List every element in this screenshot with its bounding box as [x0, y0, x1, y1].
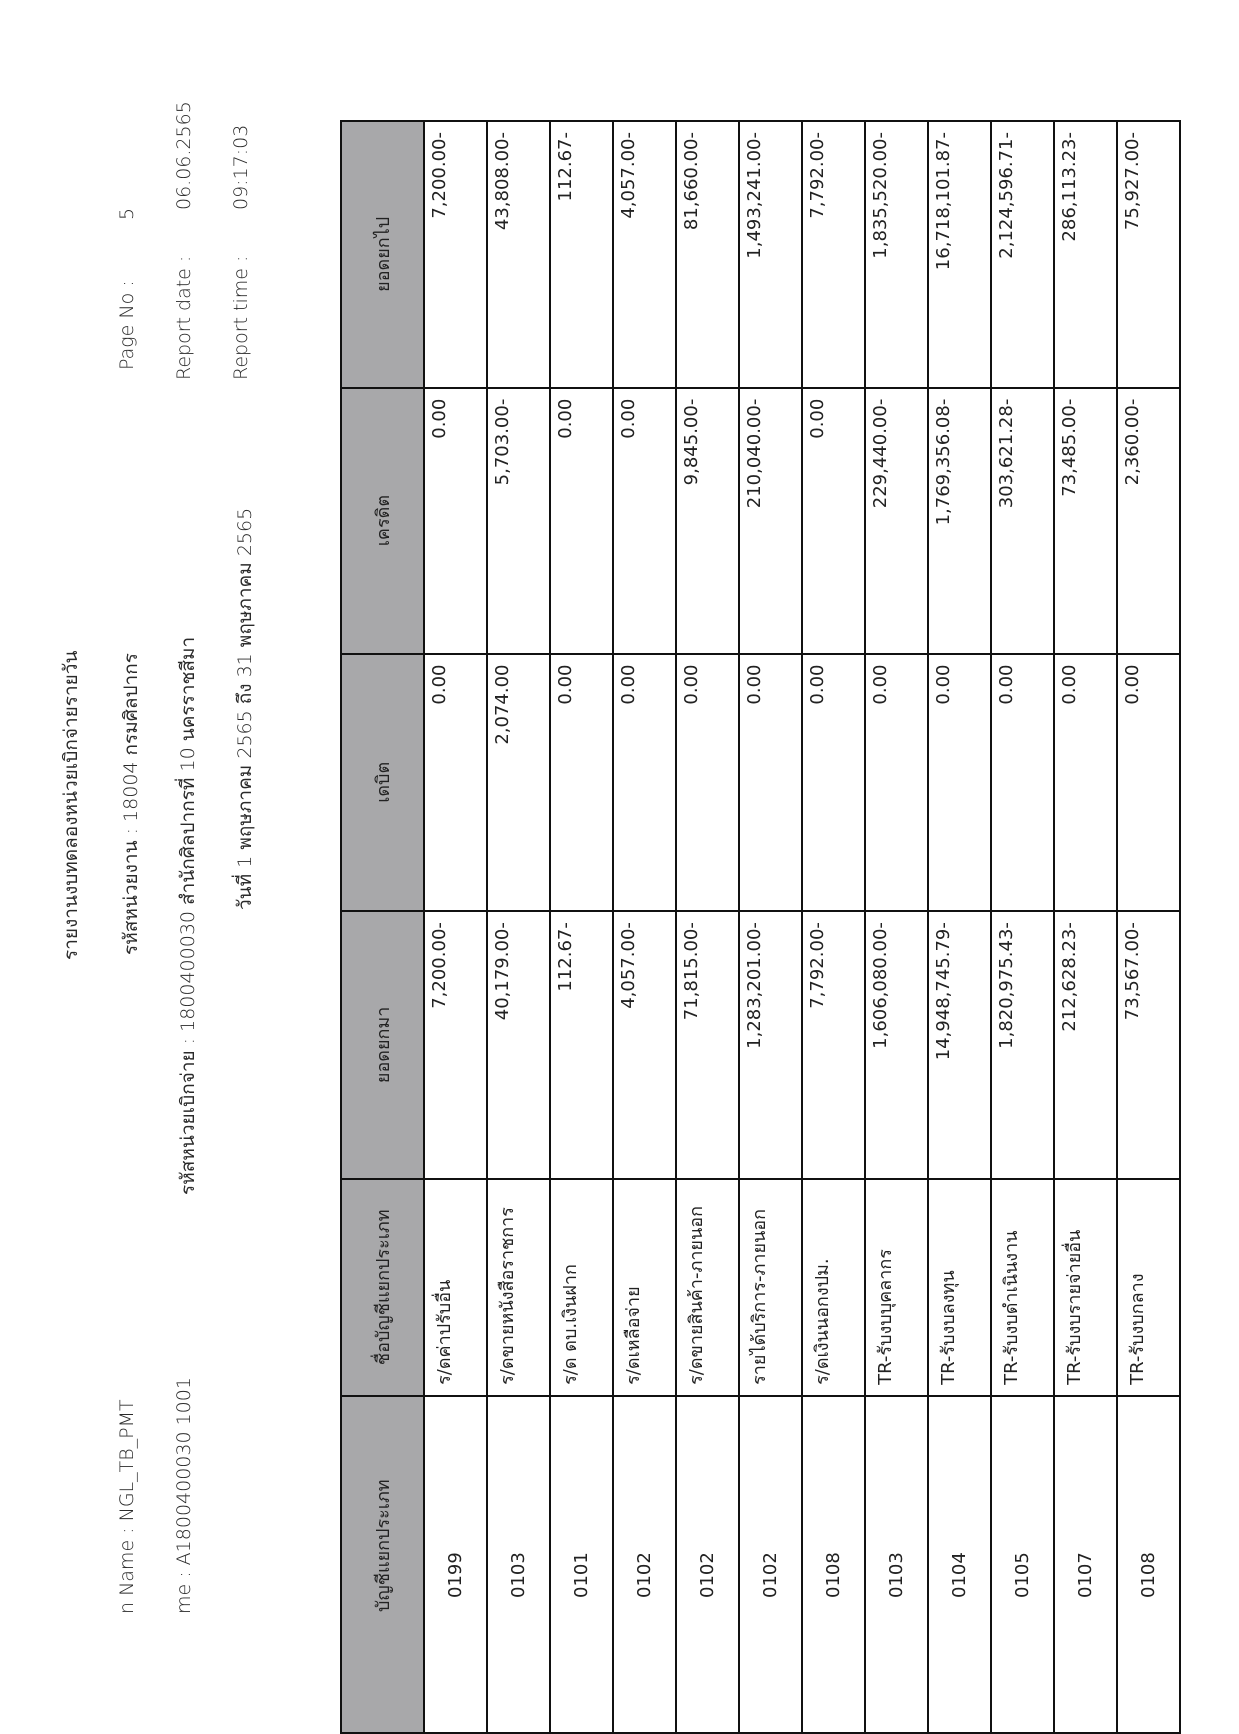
cell-credit: 303,621.28- — [991, 388, 1054, 654]
table-row — [1117, 121, 1180, 1733]
cell-credit: 229,440.00- — [865, 388, 928, 654]
table-row — [802, 121, 865, 1733]
cell-gl-code: 0108 — [1117, 1396, 1180, 1733]
table-row — [1054, 121, 1117, 1733]
header-gl-name: ชื่อบัญชีแยกประเภท — [341, 1179, 424, 1396]
trial-balance-table — [340, 120, 1181, 1734]
cell-debit: 0.00 — [739, 654, 802, 912]
cell-gl-name: TR-รับงบกลาง — [1117, 1179, 1180, 1396]
cell-gl-name: TR-รับงบลงทุน — [928, 1179, 991, 1396]
cell-gl-code: 0102 — [613, 1396, 676, 1733]
cell-brought-forward: 4,057.00- — [613, 911, 676, 1178]
cell-gl-name: ร/ด ดบ.เงินฝาก — [550, 1179, 613, 1396]
cell-debit: 0.00 — [676, 654, 739, 912]
cell-brought-forward: 1,606,080.00- — [865, 911, 928, 1178]
cell-brought-forward: 7,792.00- — [802, 911, 865, 1178]
cell-debit: 2,074.00 — [487, 654, 550, 912]
cell-gl-name: ร/ดเหลือจ่าย — [613, 1179, 676, 1396]
cell-credit: 9,845.00- — [676, 388, 739, 654]
cell-gl-code: 0199 — [424, 1396, 487, 1733]
cell-debit: 0.00 — [991, 654, 1054, 912]
report-time-label: Report time : — [230, 255, 252, 380]
header-carried-forward: ยอดยกไป — [341, 121, 424, 388]
table-header-row — [341, 121, 424, 1733]
cell-gl-name: รายได้บริการ-ภายนอก — [739, 1179, 802, 1396]
table-row — [991, 121, 1054, 1733]
cell-debit: 0.00 — [802, 654, 865, 912]
cell-debit: 0.00 — [424, 654, 487, 912]
cell-gl-name: ร/ดขายสินค้า-ภายนอก — [676, 1179, 739, 1396]
cell-debit: 0.00 — [1054, 654, 1117, 912]
header-debit: เดบิต — [341, 654, 424, 912]
cell-carried-forward: 4,057.00- — [613, 121, 676, 388]
cell-credit: 0.00 — [613, 388, 676, 654]
cell-brought-forward: 1,283,201.00- — [739, 911, 802, 1178]
cell-brought-forward: 73,567.00- — [1117, 911, 1180, 1178]
cell-credit: 0.00 — [550, 388, 613, 654]
cell-carried-forward: 7,200.00- — [424, 121, 487, 388]
cell-carried-forward: 286,113.23- — [1054, 121, 1117, 388]
cell-carried-forward: 7,792.00- — [802, 121, 865, 388]
header-credit: เครดิต — [341, 388, 424, 654]
header-gl-code: บัญชีแยกประเภท — [341, 1396, 424, 1733]
cell-brought-forward: 7,200.00- — [424, 911, 487, 1178]
table-row — [487, 121, 550, 1733]
table-row — [865, 121, 928, 1733]
report-title: รายงานงบทดลองหน่วยเบิกจ่ายรายวัน — [60, 650, 82, 960]
cell-brought-forward: 71,815.00- — [676, 911, 739, 1178]
cell-brought-forward: 14,948,745.79- — [928, 911, 991, 1178]
cell-brought-forward: 1,820,975.43- — [991, 911, 1054, 1178]
cell-gl-code: 0103 — [487, 1396, 550, 1733]
program-name: n Name : NGL_TB_PMT — [116, 1399, 138, 1614]
cell-gl-code: 0104 — [928, 1396, 991, 1733]
report-time: 09:17:03 — [230, 124, 252, 210]
cell-gl-code: 0105 — [991, 1396, 1054, 1733]
cell-gl-code: 0101 — [550, 1396, 613, 1733]
report-date-label: Report date : — [173, 255, 195, 380]
cell-credit: 5,703.00- — [487, 388, 550, 654]
cell-credit: 1,769,356.08- — [928, 388, 991, 654]
cell-gl-code: 0108 — [802, 1396, 865, 1733]
cell-carried-forward: 1,493,241.00- — [739, 121, 802, 388]
cell-debit: 0.00 — [613, 654, 676, 912]
cell-debit: 0.00 — [928, 654, 991, 912]
agency-line: รหัสหน่วยงาน : 18004 กรมศิลปากร — [120, 653, 142, 955]
table-row — [676, 121, 739, 1733]
cell-gl-name: TR-รับงบดำเนินงาน — [991, 1179, 1054, 1396]
cell-gl-name: TR-รับงบบุคลากร — [865, 1179, 928, 1396]
cell-debit: 0.00 — [865, 654, 928, 912]
table-row — [739, 121, 802, 1733]
cell-carried-forward: 43,808.00- — [487, 121, 550, 388]
header-brought-forward: ยอดยกมา — [341, 911, 424, 1178]
table-row — [550, 121, 613, 1733]
cell-carried-forward: 2,124,596.71- — [991, 121, 1054, 388]
cell-gl-code: 0107 — [1054, 1396, 1117, 1733]
cell-carried-forward: 112.67- — [550, 121, 613, 388]
cell-credit: 73,485.00- — [1054, 388, 1117, 654]
cell-carried-forward: 75,927.00- — [1117, 121, 1180, 388]
cell-gl-name: ร/ดค่าปรับอื่น — [424, 1179, 487, 1396]
page-no: 5 — [116, 207, 138, 220]
cell-brought-forward: 40,179.00- — [487, 911, 550, 1178]
cell-brought-forward: 112.67- — [550, 911, 613, 1178]
cell-credit: 2,360.00- — [1117, 388, 1180, 654]
table-row — [424, 121, 487, 1733]
cell-debit: 0.00 — [550, 654, 613, 912]
page-no-label: Page No : — [116, 280, 138, 370]
table-row — [613, 121, 676, 1733]
report-date: 06.06.2565 — [173, 101, 195, 210]
cell-gl-name: TR-รับงบรายจ่ายอื่น — [1054, 1179, 1117, 1396]
cell-carried-forward: 1,835,520.00- — [865, 121, 928, 388]
cell-gl-name: ร/ดเงินนอกงปม. — [802, 1179, 865, 1396]
cell-brought-forward: 212,628.23- — [1054, 911, 1117, 1178]
cell-debit: 0.00 — [1117, 654, 1180, 912]
cell-gl-name: ร/ดขายหนังสือราชการ — [487, 1179, 550, 1396]
cell-credit: 210,040.00- — [739, 388, 802, 654]
cell-gl-code: 0103 — [865, 1396, 928, 1733]
cell-gl-code: 0102 — [676, 1396, 739, 1733]
cell-credit: 0.00 — [802, 388, 865, 654]
table-row — [928, 121, 991, 1733]
period-line: วันที่ 1 พฤษภาคม 2565 ถึง 31 พฤษภาคม 2565 — [234, 507, 256, 910]
disbursement-unit-line: รหัสหน่วยเบิกจ่าย : 1800400030 สำนักศิลปากรที่ 10 นครราชสีมา — [177, 636, 199, 1195]
cell-carried-forward: 81,660.00- — [676, 121, 739, 388]
cell-gl-code: 0102 — [739, 1396, 802, 1733]
user-name: me : A1800400030 1001 — [173, 1377, 195, 1614]
cell-credit: 0.00 — [424, 388, 487, 654]
cell-carried-forward: 16,718,101.87- — [928, 121, 991, 388]
